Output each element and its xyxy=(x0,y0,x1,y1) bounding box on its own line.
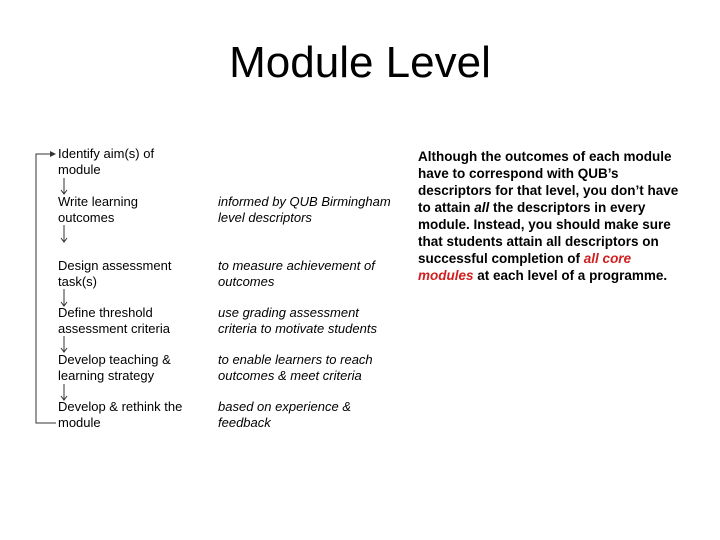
note-informed-by: informed by QUB Birmingham level descriptors xyxy=(218,194,391,225)
side-text-2: the descriptors in every module. Instead, you should make sure that students attain all descriptors on successful completion of xyxy=(418,200,671,266)
note-experience: based on experience & feedback xyxy=(218,399,351,430)
side-text-3: at each level of a programme. xyxy=(473,268,668,283)
step-design-assessment: Design assessment task(s) xyxy=(58,258,172,289)
note-enable: to enable learners to reach outcomes & meet criteria xyxy=(218,352,373,383)
note-grading: use grading assessment criteria to motivate students xyxy=(218,305,377,336)
side-emphasis-core-modules: all core modules xyxy=(418,251,632,283)
slide-title: Module Level xyxy=(229,38,491,87)
side-emphasis-all: all xyxy=(474,200,490,215)
note-measure: to measure achievement of outcomes xyxy=(218,258,375,289)
side-text-1: Although the outcomes of each module have to correspond with QUB’s descriptors for that level, you don’t have to attain xyxy=(418,149,679,215)
step-define-criteria: Define threshold assessment criteria xyxy=(58,305,170,336)
side-explanation xyxy=(418,148,688,284)
loop-back-line xyxy=(36,154,56,423)
step-rethink-module: Develop & rethink the module xyxy=(58,399,183,430)
step-write-outcomes: Write learning outcomes xyxy=(58,194,138,225)
step-develop-strategy: Develop teaching & learning strategy xyxy=(58,352,171,383)
step-identify-aims: Identify aim(s) of module xyxy=(58,146,155,177)
loop-back-arrowhead xyxy=(50,151,56,157)
